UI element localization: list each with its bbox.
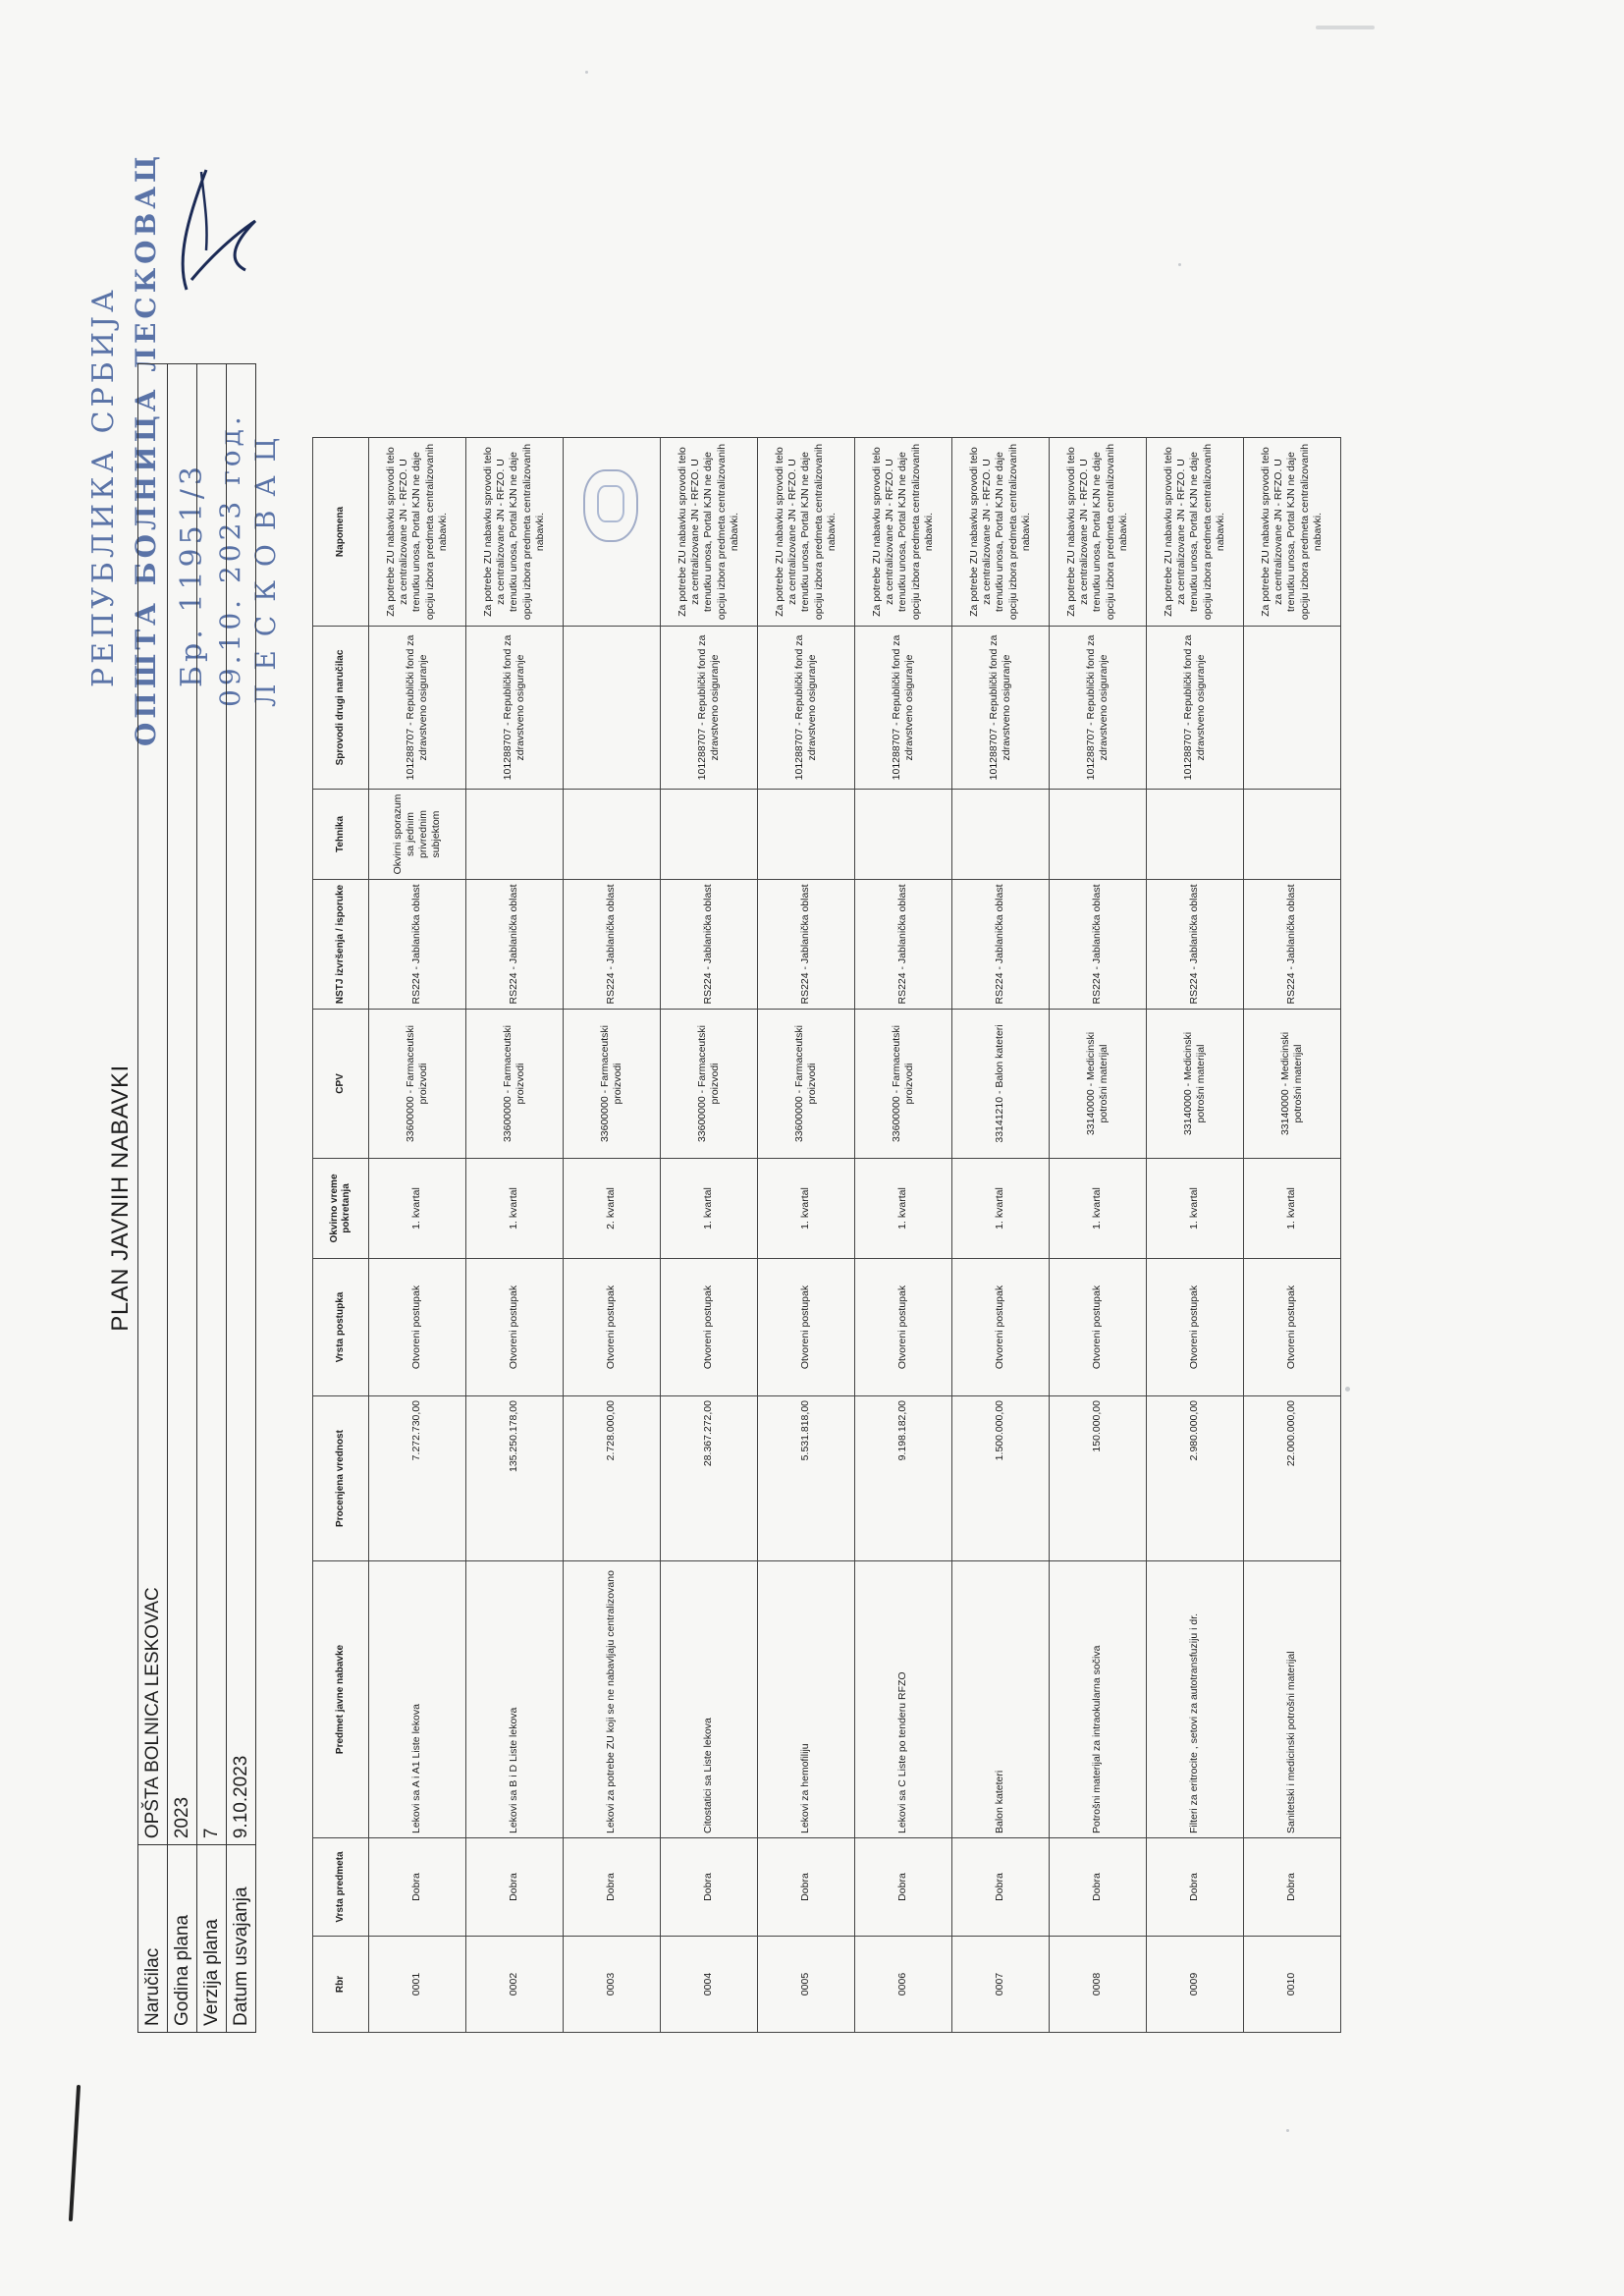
cpv-code: 33140000 - Medicinski potrošni materijal: [1050, 1010, 1147, 1159]
start-time: 1. kvartal: [369, 1159, 466, 1259]
nstj-location: RS224 - Jablanička oblast: [855, 880, 952, 1010]
table-row: [369, 438, 466, 2033]
estimated-value: 2.980.000,00: [1147, 1396, 1244, 1561]
cpv-code: 33141210 - Balon kateteri: [952, 1010, 1050, 1159]
start-time: 1. kvartal: [1147, 1159, 1244, 1259]
procurement-subject: Lekovi sa B i D Liste lekova: [466, 1561, 564, 1838]
procurement-plan-page: [104, 363, 1324, 2033]
procurement-subject: Balon kateteri: [952, 1561, 1050, 1838]
table-row: [466, 438, 564, 2033]
scan-speck: [585, 71, 588, 74]
row-number: 0001: [369, 1937, 466, 2033]
column-header: CPV: [313, 1010, 369, 1159]
procurement-subject: Filteri za eritrocite , setovi za autotransfuziju i dr.: [1147, 1561, 1244, 1838]
table-row: [1244, 438, 1341, 2033]
note: Za potrebe ZU nabavku sprovodi telo za centralizovane JN - RFZO. U trenutku unosa, Portal KJN ne daje opciju izbora predmeta centralizovanih nabavki.: [1050, 438, 1147, 627]
table-row: [758, 438, 855, 2033]
meta-value: 2023: [168, 364, 197, 1845]
estimated-value: 28.367.272,00: [661, 1396, 758, 1561]
start-time: 1. kvartal: [466, 1159, 564, 1259]
stamp-date: 09.10. 2023 год.: [214, 412, 246, 707]
procedure-type: Otvoreni postupak: [661, 1259, 758, 1396]
row-number: 0005: [758, 1937, 855, 2033]
technique: [661, 790, 758, 880]
scan-speck: [1286, 2129, 1289, 2132]
technique: Okvirni sporazum sa jednim privrednim subjektom: [369, 790, 466, 880]
stamp-city: ЛЕСКОВАЦ: [249, 423, 282, 707]
start-time: 1. kvartal: [661, 1159, 758, 1259]
stamp-institution: ОПШТА БОЛНИЦА ЛЕСКОВАЦ: [130, 151, 162, 746]
subject-type: Dobra: [952, 1838, 1050, 1937]
row-number: 0008: [1050, 1937, 1147, 2033]
other-contracting-authority: 101288707 - Republički fond za zdravstveno osiguranje: [1147, 627, 1244, 790]
procedure-type: Otvoreni postupak: [1244, 1259, 1341, 1396]
other-contracting-authority: 101288707 - Republički fond za zdravstveno osiguranje: [952, 627, 1050, 790]
other-contracting-authority: 101288707 - Republički fond za zdravstveno osiguranje: [1050, 627, 1147, 790]
cpv-code: 33140000 - Medicinski potrošni materijal: [1147, 1010, 1244, 1159]
meta-value: OPŠTA BOLNICA LESKOVAC: [138, 364, 168, 1845]
start-time: 1. kvartal: [855, 1159, 952, 1259]
scan-speck: [1178, 263, 1181, 266]
note: Za potrebe ZU nabavku sprovodi telo za centralizovane JN - RFZO. U trenutku unosa, Portal KJN ne daje opciju izbora predmeta centralizovanih nabavki.: [369, 438, 466, 627]
subject-type: Dobra: [1050, 1838, 1147, 1937]
estimated-value: 2.728.000,00: [564, 1396, 661, 1561]
table-row: [661, 438, 758, 2033]
start-time: 1. kvartal: [1244, 1159, 1341, 1259]
procurement-table: [312, 437, 1341, 2033]
note: Za potrebe ZU nabavku sprovodi telo za centralizovane JN - RFZO. U trenutku unosa, Portal KJN ne daje opciju izbora predmeta centralizovanih nabavki.: [758, 438, 855, 627]
nstj-location: RS224 - Jablanička oblast: [466, 880, 564, 1010]
row-number: 0003: [564, 1937, 661, 2033]
note: Za potrebe ZU nabavku sprovodi telo za centralizovane JN - RFZO. U trenutku unosa, Portal KJN ne daje opciju izbora predmeta centralizovanih nabavki.: [661, 438, 758, 627]
estimated-value: 5.531.818,00: [758, 1396, 855, 1561]
column-header: NSTJ izvršenja / isporuke: [313, 880, 369, 1010]
other-contracting-authority: 101288707 - Republički fond za zdravstveno osiguranje: [758, 627, 855, 790]
note: Za potrebe ZU nabavku sprovodi telo za centralizovane JN - RFZO. U trenutku unosa, Portal KJN ne daje opciju izbora predmeta centralizovanih nabavki.: [855, 438, 952, 627]
nstj-location: RS224 - Jablanička oblast: [564, 880, 661, 1010]
other-contracting-authority: [1244, 627, 1341, 790]
note: Za potrebe ZU nabavku sprovodi telo za centralizovane JN - RFZO. U trenutku unosa, Portal KJN ne daje opciju izbora predmeta centralizovanih nabavki.: [952, 438, 1050, 627]
procurement-subject: Sanitetski i medicinski potrošni materijal: [1244, 1561, 1341, 1838]
column-header: Vrsta postupka: [313, 1259, 369, 1396]
table-row: [564, 438, 661, 2033]
nstj-location: RS224 - Jablanička oblast: [1244, 880, 1341, 1010]
procurement-subject: Lekovi sa C Liste po tenderu RFZO: [855, 1561, 952, 1838]
estimated-value: 135.250.178,00: [466, 1396, 564, 1561]
technique: [855, 790, 952, 880]
row-number: 0010: [1244, 1937, 1341, 2033]
row-number: 0004: [661, 1937, 758, 2033]
procedure-type: Otvoreni postupak: [952, 1259, 1050, 1396]
nstj-location: RS224 - Jablanička oblast: [1147, 880, 1244, 1010]
row-number: 0006: [855, 1937, 952, 2033]
meta-value: 9.10.2023: [227, 364, 256, 1845]
column-header: Okvirno vreme pokretanja: [313, 1159, 369, 1259]
meta-row: [138, 364, 168, 2033]
cpv-code: 33140000 - Medicinski potrošni materijal: [1244, 1010, 1341, 1159]
signature: [147, 162, 265, 300]
estimated-value: 9.198.182,00: [855, 1396, 952, 1561]
note: Za potrebe ZU nabavku sprovodi telo za centralizovane JN - RFZO. U trenutku unosa, Portal KJN ne daje opciju izbora predmeta centralizovanih nabavki.: [1244, 438, 1341, 627]
meta-row: [168, 364, 197, 2033]
technique: [1050, 790, 1147, 880]
procurement-subject: Lekovi za hemofiliju: [758, 1561, 855, 1838]
cpv-code: 33600000 - Farmaceutski proizvodi: [855, 1010, 952, 1159]
subject-type: Dobra: [758, 1838, 855, 1937]
estimated-value: 7.272.730,00: [369, 1396, 466, 1561]
nstj-location: RS224 - Jablanička oblast: [952, 880, 1050, 1010]
estimated-value: 1.500.000,00: [952, 1396, 1050, 1561]
start-time: 1. kvartal: [1050, 1159, 1147, 1259]
column-header: Sprovodi drugi naručilac: [313, 627, 369, 790]
procedure-type: Otvoreni postupak: [758, 1259, 855, 1396]
cpv-code: 33600000 - Farmaceutski proizvodi: [564, 1010, 661, 1159]
note: [564, 438, 661, 627]
meta-row: [197, 364, 227, 2033]
row-number: 0007: [952, 1937, 1050, 2033]
procedure-type: Otvoreni postupak: [369, 1259, 466, 1396]
meta-row: [227, 364, 256, 2033]
subject-type: Dobra: [369, 1838, 466, 1937]
nstj-location: RS224 - Jablanička oblast: [369, 880, 466, 1010]
table-row: [1147, 438, 1244, 2033]
note: Za potrebe ZU nabavku sprovodi telo za centralizovane JN - RFZO. U trenutku unosa, Portal KJN ne daje opciju izbora predmeta centralizovanih nabavki.: [1147, 438, 1244, 627]
column-header: Rbr: [313, 1937, 369, 2033]
cpv-code: 33600000 - Farmaceutski proizvodi: [369, 1010, 466, 1159]
subject-type: Dobra: [1147, 1838, 1244, 1937]
technique: [758, 790, 855, 880]
stamp-country: РЕПУБЛИКА СРБИЈА: [86, 286, 121, 687]
procurement-subject: Lekovi za potrebe ZU koji se ne nabavljaju centralizovano: [564, 1561, 661, 1838]
meta-label: Naručilac: [138, 1845, 168, 2033]
row-number: 0009: [1147, 1937, 1244, 2033]
procedure-type: Otvoreni postupak: [564, 1259, 661, 1396]
subject-type: Dobra: [855, 1838, 952, 1937]
cpv-code: 33600000 - Farmaceutski proizvodi: [758, 1010, 855, 1159]
cpv-code: 33600000 - Farmaceutski proizvodi: [661, 1010, 758, 1159]
nstj-location: RS224 - Jablanička oblast: [758, 880, 855, 1010]
pen-stroke: [59, 2082, 88, 2229]
table-row: [952, 438, 1050, 2033]
other-contracting-authority: 101288707 - Republički fond za zdravstveno osiguranje: [369, 627, 466, 790]
other-contracting-authority: 101288707 - Republički fond za zdravstveno osiguranje: [661, 627, 758, 790]
stamp-number: Бр. 11951/3: [175, 463, 209, 687]
technique: [952, 790, 1050, 880]
nstj-location: RS224 - Jablanička oblast: [661, 880, 758, 1010]
column-header: Napomena: [313, 438, 369, 627]
other-contracting-authority: [564, 627, 661, 790]
start-time: 2. kvartal: [564, 1159, 661, 1259]
cpv-code: 33600000 - Farmaceutski proizvodi: [466, 1010, 564, 1159]
estimated-value: 150.000,00: [1050, 1396, 1147, 1561]
meta-label: Godina plana: [168, 1845, 197, 2033]
scan-edge-mark: [1316, 26, 1375, 29]
meta-label: Datum usvajanja: [227, 1845, 256, 2033]
meta-label: Verzija plana: [197, 1845, 227, 2033]
procedure-type: Otvoreni postupak: [1147, 1259, 1244, 1396]
nstj-location: RS224 - Jablanička oblast: [1050, 880, 1147, 1010]
scan-speck: [1345, 1387, 1350, 1392]
subject-type: Dobra: [466, 1838, 564, 1937]
start-time: 1. kvartal: [758, 1159, 855, 1259]
procedure-type: Otvoreni postupak: [466, 1259, 564, 1396]
row-number: 0002: [466, 1937, 564, 2033]
column-header: Predmet javne nabavke: [313, 1561, 369, 1838]
other-contracting-authority: 101288707 - Republički fond za zdravstveno osiguranje: [855, 627, 952, 790]
procurement-subject: Potrošni materijal za intraokularna sočiva: [1050, 1561, 1147, 1838]
procedure-type: Otvoreni postupak: [855, 1259, 952, 1396]
procurement-subject: Lekovi sa A i A1 Liste lekova: [369, 1561, 466, 1838]
subject-type: Dobra: [564, 1838, 661, 1937]
column-header: Vrsta predmeta: [313, 1838, 369, 1937]
estimated-value: 22.000.000,00: [1244, 1396, 1341, 1561]
column-header: Tehnika: [313, 790, 369, 880]
plan-title: PLAN JAVNIH NABAVKI: [107, 1065, 134, 1332]
technique: [564, 790, 661, 880]
technique: [1147, 790, 1244, 880]
other-contracting-authority: 101288707 - Republički fond za zdravstveno osiguranje: [466, 627, 564, 790]
technique: [466, 790, 564, 880]
procurement-subject: Citostatici sa Liste lekova: [661, 1561, 758, 1838]
subject-type: Dobra: [661, 1838, 758, 1937]
table-row: [855, 438, 952, 2033]
start-time: 1. kvartal: [952, 1159, 1050, 1259]
subject-type: Dobra: [1244, 1838, 1341, 1937]
table-row: [1050, 438, 1147, 2033]
plan-meta-table: [137, 363, 256, 2033]
technique: [1244, 790, 1341, 880]
column-header: Procenjena vrednost: [313, 1396, 369, 1561]
procedure-type: Otvoreni postupak: [1050, 1259, 1147, 1396]
note: Za potrebe ZU nabavku sprovodi telo za centralizovane JN - RFZO. U trenutku unosa, Portal KJN ne daje opciju izbora predmeta centralizovanih nabavki.: [466, 438, 564, 627]
meta-value: 7: [197, 364, 227, 1845]
